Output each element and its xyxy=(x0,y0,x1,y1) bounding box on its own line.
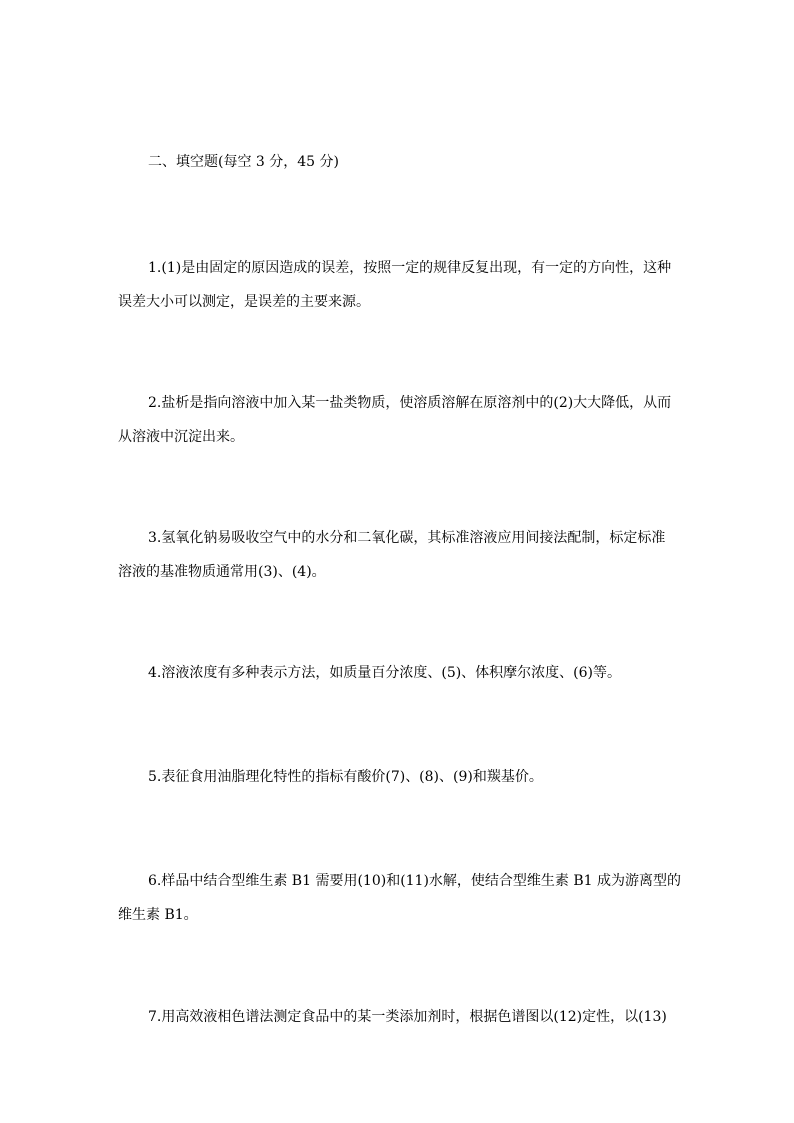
question-1-line-1: 1.(1)是由固定的原因造成的误差，按照一定的规律反复出现，有一定的方向性，这种 xyxy=(148,260,672,276)
question-6-line-2: 维生素 B1。 xyxy=(118,907,198,923)
question-5-line-1: 5.表征食用油脂理化特性的指标有酸价(7)、(8)、(9)和羰基价。 xyxy=(148,769,543,785)
question-7-line-1: 7.用高效液相色谱法测定食品中的某一类添加剂时，根据色谱图以(12)定性，以(13) xyxy=(148,1009,667,1025)
question-3-line-1: 3.氢氧化钠易吸收空气中的水分和二氧化碳，其标准溶液应用间接法配制，标定标准 xyxy=(148,530,666,546)
question-3-line-2: 溶液的基准物质通常用(3)、(4)。 xyxy=(118,564,326,580)
question-2-line-2: 从溶液中沉淀出来。 xyxy=(118,429,244,445)
question-2-line-1: 2.盐析是指向溶液中加入某一盐类物质，使溶质溶解在原溶剂中的(2)大大降低，从而 xyxy=(148,395,672,411)
question-6-line-1: 6.样品中结合型维生素 B1 需要用(10)和(11)水解，使结合型维生素 B1 成为游离型的 xyxy=(148,873,682,889)
question-4-line-1: 4.溶液浓度有多种表示方法，如质量百分浓度、(5)、体积摩尔浓度、(6)等。 xyxy=(148,665,622,681)
question-1-line-2: 误差大小可以测定，是误差的主要来源。 xyxy=(118,294,370,310)
section-title: 二、填空题(每空 3 分，45 分) xyxy=(148,154,339,170)
